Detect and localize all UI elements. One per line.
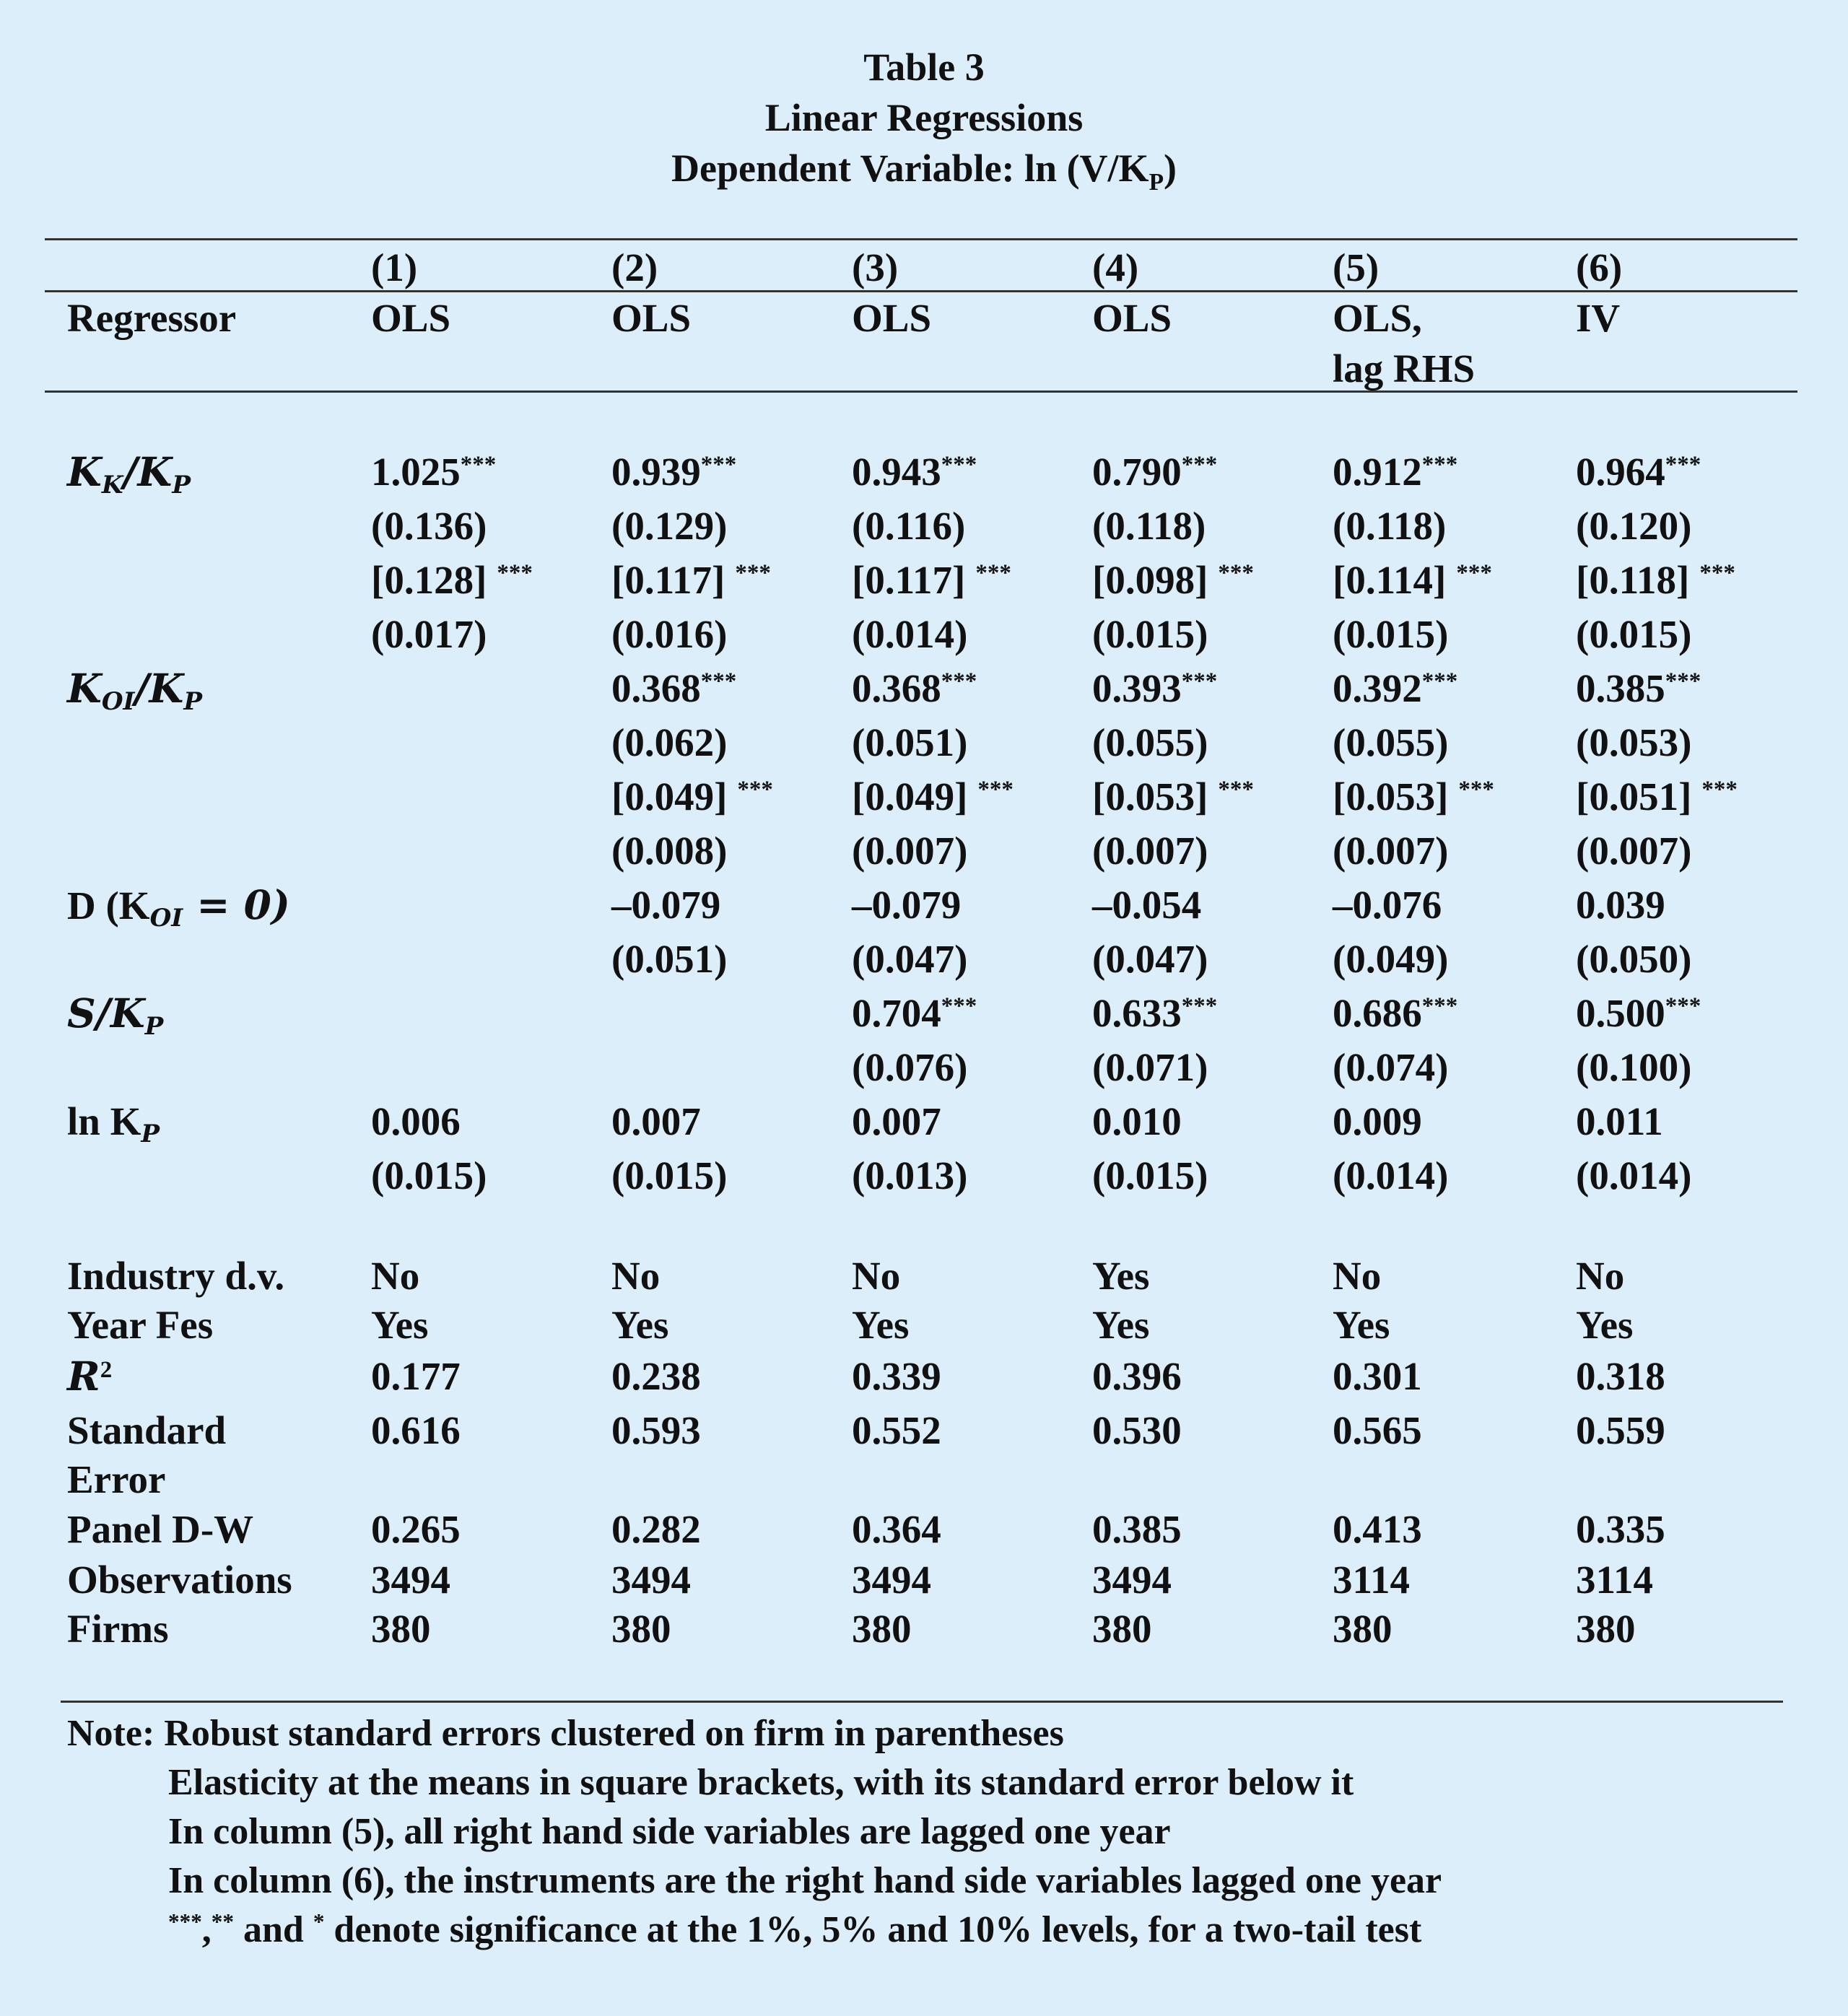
stat-cell: Yes [1333,1303,1390,1347]
table-cell: (0.007) [1333,829,1449,873]
table-cell: 0.009 [1333,1099,1422,1143]
stat-cell: 3114 [1576,1558,1653,1602]
table-cell: [0.098] *** [1092,558,1254,602]
table-cell: (0.050) [1576,937,1692,981]
significance-stars: *** [460,451,497,478]
table-cell: (0.013) [852,1153,968,1197]
table-cell: (0.014) [1333,1153,1449,1197]
stat-cell: 0.413 [1333,1507,1422,1551]
table-cell: 0.633*** [1092,991,1218,1035]
table-cell: (0.014) [852,612,968,656]
stat-cell: 0.565 [1333,1408,1422,1452]
stat-cell: 380 [611,1607,671,1651]
table-cell: (0.017) [371,612,487,656]
significance-stars: *** [700,451,737,478]
stat-cell: 0.301 [1333,1354,1422,1398]
stat-label: Panel D-W [67,1507,254,1551]
stat-label: Observations [67,1558,292,1602]
significance-stars: *** [1181,992,1218,1019]
table-cell: –0.079 [611,883,721,927]
table-cell: 0.010 [1092,1099,1182,1143]
column-number: (2) [611,245,658,289]
significance-stars: *** [1218,559,1254,586]
column-method: OLS [852,296,932,340]
stat-cell: 3114 [1333,1558,1410,1602]
note-line-5: ***,** and * denote significance at the 1%, 5% and 10% levels, for a two-tail test [168,1908,1422,1950]
stat-cell: 380 [852,1607,912,1651]
significance-stars: *** [735,559,771,586]
significance-stars: *** [977,776,1014,803]
column-number: (6) [1576,245,1623,289]
table-cell: [0.051] *** [1576,774,1738,819]
table-cell: 0.007 [611,1099,701,1143]
note-line-2: Elasticity at the means in square brackets, with its standard error below it [168,1762,1354,1803]
column-number: (3) [852,245,899,289]
table-cell: 1.025*** [371,450,497,494]
stat-cell: Yes [371,1303,429,1347]
regressor-label: $\ln K_P$ [67,1099,160,1148]
stat-cell: 380 [1092,1607,1152,1651]
regressor-label: $S/K_P$ [67,990,164,1041]
significance-stars: *** [497,559,533,586]
table-cell: (0.008) [611,829,728,873]
significance-stars: *** [975,559,1011,586]
stat-cell: 3494 [852,1558,931,1602]
table-cell: 0.500*** [1576,991,1701,1035]
stat-cell: 0.364 [852,1507,941,1551]
significance-stars: *** [1421,992,1458,1019]
stat-cell: 0.396 [1092,1354,1182,1398]
table-cell: (0.076) [852,1045,968,1089]
stat-label: Standard [67,1408,227,1452]
table-cell: (0.014) [1576,1153,1692,1197]
column-number: (1) [371,245,418,289]
stat-cell: No [371,1254,420,1298]
column-method: OLS, [1333,296,1422,340]
stat-cell: 0.593 [611,1408,701,1452]
significance-stars: *** [1699,559,1735,586]
table-cell: (0.016) [611,612,728,656]
significance-stars: *** [1181,451,1218,478]
table-cell: 0.392*** [1333,666,1458,710]
stat-cell: 3494 [611,1558,691,1602]
significance-stars: *** [941,451,977,478]
stat-label: Firms [67,1607,169,1651]
table-cell: (0.074) [1333,1045,1449,1089]
stat-label: $R^2$ [67,1353,113,1400]
table-cell: (0.051) [852,720,968,764]
significance-stars: *** [941,668,977,694]
significance-stars: *** [737,776,773,803]
table-cell: (0.116) [852,504,966,548]
significance-stars: *** [1421,451,1458,478]
significance-stars: *** [1665,992,1701,1019]
table-cell: 0.385*** [1576,666,1701,710]
table-cell: 0.790*** [1092,450,1218,494]
significance-stars: *** [1421,668,1458,694]
stat-cell: Yes [852,1303,910,1347]
stat-cell: 0.559 [1576,1408,1665,1452]
table-cell: (0.015) [611,1153,728,1197]
stat-label: Year Fes [67,1303,214,1347]
table-cell: –0.054 [1092,883,1202,927]
table-cell: 0.393*** [1092,666,1218,710]
stat-cell: 0.238 [611,1354,701,1398]
stat-cell: 0.530 [1092,1408,1182,1452]
stat-cell: No [611,1254,661,1298]
top-rule [45,238,1797,240]
table-subtitle: Linear Regressions [764,96,1084,139]
table-cell: [0.114] *** [1333,558,1492,602]
significance-stars: *** [1665,451,1701,478]
table-cell: 0.686*** [1333,991,1458,1035]
stat-cell: 0.318 [1576,1354,1665,1398]
column-method: OLS [1092,296,1172,340]
stat-cell: 0.552 [852,1408,941,1452]
stat-label-line2: Error [67,1457,166,1501]
table-cell: –0.079 [852,883,962,927]
table-cell: [0.128] *** [371,558,533,602]
table-cell: [0.049] *** [852,774,1014,819]
stat-cell: 380 [371,1607,431,1651]
significance-stars: *** [1456,559,1492,586]
table-cell: (0.049) [1333,937,1449,981]
regressor-label: $K_{OI}/K_P$ [67,665,202,716]
table-cell: [0.118] *** [1576,558,1735,602]
table-cell: (0.055) [1092,720,1208,764]
significance-stars: *** [1181,668,1218,694]
stat-cell: 380 [1333,1607,1392,1651]
table-cell: (0.051) [611,937,728,981]
stat-cell: 0.339 [852,1354,941,1398]
table-number: Table 3 [863,45,985,89]
table-cell: [0.049] *** [611,774,773,819]
column-method-line2: lag RHS [1333,346,1476,390]
significance-stars: *** [1458,776,1494,803]
table-cell: (0.007) [852,829,968,873]
notes-rule [61,1701,1783,1703]
table-cell: (0.007) [1092,829,1208,873]
stat-cell: 0.177 [371,1354,461,1398]
table-cell: (0.047) [1092,937,1208,981]
table-cell: (0.015) [371,1153,487,1197]
regressor-label: D $(K_{OI} = 0)$ [67,881,290,933]
stat-cell: Yes [611,1303,669,1347]
table-cell: (0.120) [1576,504,1692,548]
table-cell: (0.015) [1333,612,1449,656]
significance-stars: *** [700,668,737,694]
table-cell: [0.053] *** [1092,774,1254,819]
significance-stars: *** [1701,776,1738,803]
stat-cell: 0.616 [371,1408,461,1452]
table-cell: 0.368*** [852,666,977,710]
column-number: (5) [1333,245,1380,289]
table-cell: (0.136) [371,504,487,548]
table-cell: 0.704*** [852,991,977,1035]
header-bottom-rule [45,390,1797,393]
stat-cell: Yes [1092,1254,1150,1298]
column-method: OLS [371,296,451,340]
table-cell: (0.118) [1333,504,1447,548]
note-line-4: In column (6), the instruments are the right hand side variables lagged one year [168,1860,1442,1901]
stat-cell: Yes [1092,1303,1150,1347]
dependent-variable: Dependent Variable: $\ln (V/K_P)$ [671,147,1177,196]
table-cell: [0.053] *** [1333,774,1494,819]
table-cell: (0.055) [1333,720,1449,764]
regressor-header: Regressor [67,296,237,340]
note-line-1: Note: Robust standard errors clustered on firm in parentheses [67,1713,1064,1754]
column-number: (4) [1092,245,1139,289]
table-cell: 0.006 [371,1099,461,1143]
table-cell: (0.100) [1576,1045,1692,1089]
table-cell: (0.015) [1092,612,1208,656]
table-cell: (0.129) [611,504,728,548]
stat-cell: 0.282 [611,1507,701,1551]
table-cell: 0.912*** [1333,450,1458,494]
column-method: IV [1576,296,1621,340]
table-cell: [0.117] *** [611,558,771,602]
significance-stars: *** [1218,776,1254,803]
regressor-label: $K_K/K_P$ [67,448,191,499]
table-cell: 0.368*** [611,666,737,710]
table-cell: (0.015) [1576,612,1692,656]
table-cell: (0.007) [1576,829,1692,873]
stat-label: Industry d.v. [67,1254,285,1298]
stat-cell: Yes [1576,1303,1634,1347]
table-cell: 0.007 [852,1099,941,1143]
stat-cell: No [1576,1254,1625,1298]
table-cell: 0.939*** [611,450,737,494]
stat-cell: No [852,1254,901,1298]
stat-cell: 0.385 [1092,1507,1182,1551]
table-cell: (0.118) [1092,504,1206,548]
stat-cell: 3494 [371,1558,450,1602]
table-cell: (0.047) [852,937,968,981]
table-cell: 0.011 [1576,1099,1663,1143]
table-cell: 0.039 [1576,883,1665,927]
stat-cell: 0.265 [371,1507,461,1551]
table-cell: –0.076 [1333,883,1442,927]
column-method: OLS [611,296,692,340]
table-cell: (0.062) [611,720,728,764]
stat-cell: 380 [1576,1607,1636,1651]
stat-cell: No [1333,1254,1382,1298]
table-cell: (0.015) [1092,1153,1208,1197]
table-cell: 0.943*** [852,450,977,494]
table-cell: [0.117] *** [852,558,1011,602]
table-cell: (0.071) [1092,1045,1208,1089]
significance-stars: *** [941,992,977,1019]
significance-stars: *** [1665,668,1701,694]
note-line-3: In column (5), all right hand side variables are lagged one year [168,1811,1171,1852]
table-cell: 0.964*** [1576,450,1701,494]
table-cell: (0.053) [1576,720,1692,764]
stat-cell: 0.335 [1576,1507,1665,1551]
stat-cell: 3494 [1092,1558,1172,1602]
